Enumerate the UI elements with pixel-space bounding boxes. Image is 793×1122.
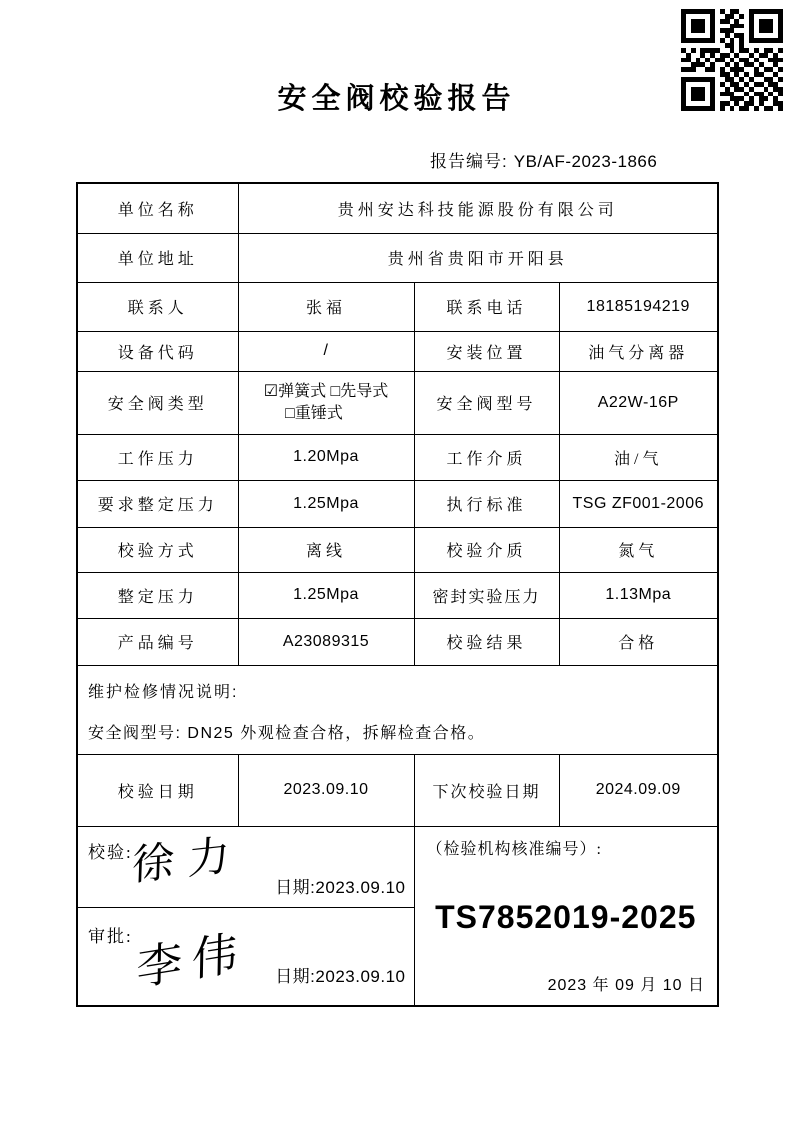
- standard-label: 执行标准: [414, 480, 559, 527]
- unit-address-label: 单位地址: [77, 233, 238, 282]
- phone-value: 18185194219: [559, 282, 718, 331]
- approver-date: 日期:2023.09.10: [275, 967, 406, 986]
- contact-label: 联系人: [77, 282, 238, 331]
- report-number: [430, 147, 657, 172]
- table-row: [77, 572, 718, 618]
- working-pressure-value: 1.20Mpa: [238, 434, 414, 480]
- calibrator-label: 校验:: [88, 842, 133, 862]
- required-set-pressure-label: 要求整定压力: [77, 480, 238, 527]
- calibration-date-label: 校验日期: [77, 754, 238, 826]
- report-number-label: 报告编号:: [430, 152, 508, 171]
- agency-approval-number-label: （检验机构核准编号）:: [426, 840, 602, 858]
- agency-approval-number: TS7852019-2025: [435, 898, 697, 935]
- valve-type-option-line1: ☑弹簧式 □先导式: [263, 382, 389, 400]
- seal-test-pressure-label: 密封实验压力: [414, 572, 559, 618]
- calibration-medium-value: 氮气: [559, 527, 718, 572]
- unit-name-label: 单位名称: [77, 183, 238, 233]
- table-row: [77, 282, 718, 331]
- table-row: [77, 233, 718, 282]
- maintenance-note-cell: [77, 665, 718, 754]
- report-number-value: YB/AF-2023-1866: [513, 152, 658, 171]
- result-value: 合格: [559, 618, 718, 665]
- working-medium-value: 油/气: [559, 434, 718, 480]
- calibration-date-value: 2023.09.10: [238, 754, 414, 826]
- table-row: [77, 183, 718, 233]
- install-position-value: 油气分离器: [559, 331, 718, 371]
- table-row: [77, 434, 718, 480]
- unit-address-value: 贵州省贵阳市开阳县: [238, 233, 718, 282]
- approver-sign-cell: [77, 907, 414, 1006]
- qr-code: [681, 9, 783, 111]
- set-pressure-label: 整定压力: [77, 572, 238, 618]
- table-row: [77, 527, 718, 572]
- valve-type-option-line2: □重锤式: [285, 404, 343, 422]
- next-calibration-date-value: 2024.09.09: [559, 754, 718, 826]
- standard-value: TSG ZF001-2006: [559, 480, 718, 527]
- valve-model-label: 安全阀型号: [414, 371, 559, 434]
- valve-type-label: 安全阀类型: [77, 371, 238, 434]
- working-medium-label: 工作介质: [414, 434, 559, 480]
- unit-name-value: 贵州安达科技能源股份有限公司: [238, 183, 718, 233]
- phone-label: 联系电话: [414, 282, 559, 331]
- calibrator-date: 日期:2023.09.10: [275, 877, 406, 897]
- result-label: 校验结果: [414, 618, 559, 665]
- required-set-pressure-value: 1.25Mpa: [238, 480, 414, 527]
- calibrator-signature: 徐力: [131, 828, 245, 890]
- approver-signature: 李伟: [136, 923, 248, 996]
- table-row: [77, 826, 718, 907]
- product-no-label: 产品编号: [77, 618, 238, 665]
- valve-model-value: A22W-16P: [559, 371, 718, 434]
- maintenance-title: 维护检修情况说明:: [88, 683, 239, 701]
- agency-cell: [414, 826, 718, 1006]
- agency-date: 2023 年 09 月 10 日: [547, 977, 705, 994]
- device-code-value: /: [238, 331, 414, 371]
- device-code-label: 设备代码: [77, 331, 238, 371]
- maintenance-note: 安全阀型号: DN25 外观检查合格，拆解检查合格。: [88, 724, 486, 742]
- table-row: [77, 754, 718, 826]
- calibrator-sign-cell: [77, 826, 414, 907]
- install-position-label: 安装位置: [414, 331, 559, 371]
- table-row: [77, 480, 718, 527]
- table-row: [77, 665, 718, 754]
- page-title: 安全阀校验报告: [277, 83, 516, 115]
- calibration-method-value: 离线: [238, 527, 414, 572]
- approver-label: 审批:: [88, 926, 133, 946]
- table-row: [77, 371, 718, 434]
- seal-test-pressure-value: 1.13Mpa: [559, 572, 718, 618]
- report-table: [76, 182, 719, 1007]
- working-pressure-label: 工作压力: [77, 434, 238, 480]
- table-row: [77, 618, 718, 665]
- calibration-medium-label: 校验介质: [414, 527, 559, 572]
- set-pressure-value: 1.25Mpa: [238, 572, 414, 618]
- product-no-value: A23089315: [238, 618, 414, 665]
- next-calibration-date-label: 下次校验日期: [414, 754, 559, 826]
- calibration-method-label: 校验方式: [77, 527, 238, 572]
- table-row: [77, 331, 718, 371]
- contact-value: 张福: [238, 282, 414, 331]
- valve-type-checkboxes: [238, 371, 414, 434]
